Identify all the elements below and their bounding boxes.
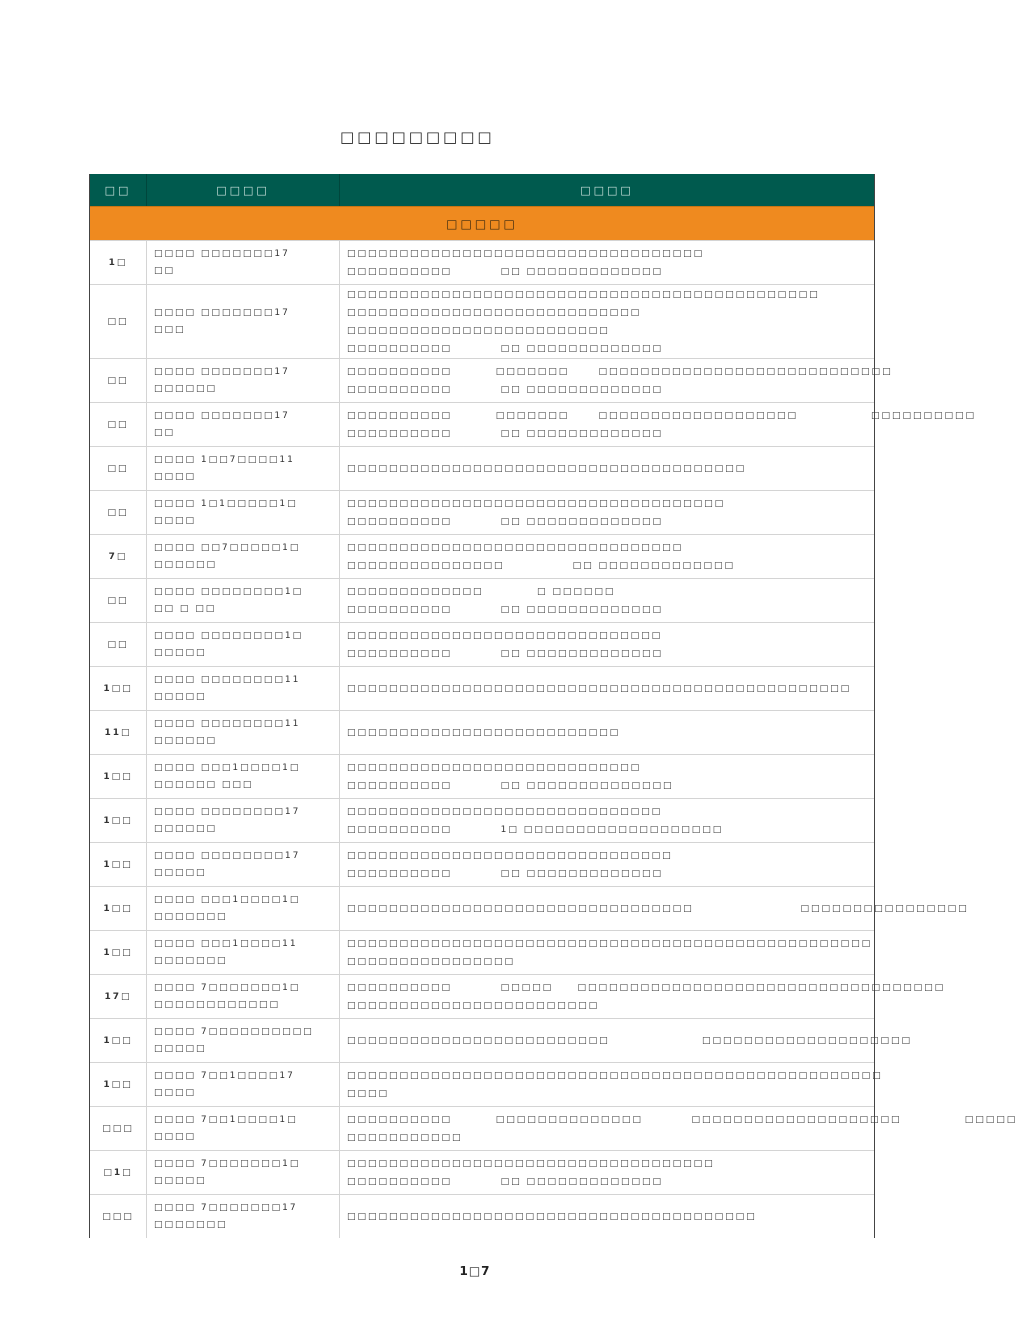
row-description-line: □□□□□□□□□□□□□□□□: [347, 956, 516, 967]
row-item: [147, 975, 340, 1018]
row-item-line: □□□□ □□7□□□□□1□: [154, 542, 301, 553]
row-description-line: □□□□□□□□□□ □□ □□□□□□□□□□□□□: [347, 266, 664, 277]
row-description: [340, 799, 874, 842]
table-row: [90, 754, 874, 798]
row-number: 1□□: [90, 931, 147, 974]
table-row: [90, 1018, 913, 1062]
table-row: [90, 1062, 883, 1106]
row-item-line: □□□□: [154, 471, 197, 482]
table-row: [90, 974, 946, 1018]
row-item-line: □□□□: [154, 1131, 197, 1142]
row-number: 1□□: [90, 843, 147, 886]
row-item-line: □□□□ 7□□□□□□□□□□: [154, 1026, 314, 1037]
row-description-line: □□□□□□□□□□ □□ □□□□□□□□□□□□□: [347, 868, 664, 879]
row-item: [147, 241, 340, 284]
row-description-line: □□□□□□□□□□□□□□□□□□□□□□□□□□□□□□: [347, 806, 663, 817]
row-item: [147, 931, 340, 974]
row-description-line: □□□□□□□□□□□□□□□□□□□□□□□□□□□□□□□□□□□□□□: [347, 463, 747, 474]
page-number: 1□7: [459, 1264, 491, 1278]
row-number: 1□□: [90, 1019, 147, 1062]
row-item-line: □□□□□□□: [154, 911, 228, 922]
row-description-line: □□□□□□□□□□□□□□□□□□□□□□□□□□□□□□□□: [347, 542, 684, 553]
row-item-line: □□ □ □□: [154, 603, 217, 614]
row-item: [147, 711, 340, 754]
row-item-line: □□□□ □□□□□□□17: [154, 307, 290, 318]
row-description-line: □□□□□□□□□□□□□□□□□□□□□□□□□□□□□□□□□□□□□□□□□□□□□□□□□□: [347, 938, 873, 949]
row-item-line: □□□□ 1□1□□□□□1□: [154, 498, 298, 509]
row-item-line: □□□□□: [154, 1043, 207, 1054]
row-item-line: □□□□ □□□□□□□17: [154, 366, 290, 377]
row-item: [147, 623, 340, 666]
row-item: [147, 579, 340, 622]
row-item: [147, 843, 340, 886]
row-item-line: □□: [154, 427, 176, 438]
row-item-line: □□□□ □□□□□□□□1□: [154, 630, 304, 641]
table-row: [90, 930, 874, 974]
row-item: [147, 1019, 340, 1062]
row-item-line: □□□□ 7□□□□□□□17: [154, 1202, 298, 1213]
table-row: [90, 534, 874, 578]
row-description: [340, 887, 969, 930]
row-description-line: □□□□□□□□□□□□□□□□□□□□□□□□□□□□□□□□□□□□: [347, 498, 726, 509]
row-item-line: □□□□□□□: [154, 1219, 228, 1230]
row-description-line: □□□□□□□□□□□□□□□□□□□□□□□□□: [347, 325, 610, 336]
row-description-line: □□□□□□□□□□ □□ □□□□□□□□□□□□□: [347, 384, 664, 395]
row-description: [340, 403, 976, 446]
row-description-line: □□□□□□□□□□ □□□□□□□□□□□□□□ □□□□□□□□□□□□□□□□□□□□ □□□□□: [347, 1114, 1017, 1125]
row-item: [147, 1063, 340, 1106]
row-description: [340, 667, 874, 710]
row-item-line: □□□□ □□□1□□□□1□: [154, 762, 301, 773]
row-item: [147, 1195, 340, 1238]
row-item: [147, 755, 340, 798]
row-description: [340, 975, 945, 1018]
row-item-line: □□□□□□□□□□□□: [154, 999, 281, 1010]
row-item: [147, 491, 340, 534]
row-description-line: □□□□□□□□□□□□□□□ □□ □□□□□□□□□□□□□: [347, 560, 736, 571]
row-number: □□: [90, 403, 147, 446]
row-number: □□□: [90, 1107, 147, 1150]
table-row: [90, 1106, 1017, 1150]
row-number: 1□□: [90, 755, 147, 798]
table-row: [90, 284, 874, 358]
row-description-line: □□□□□□□□□□ □□ □□□□□□□□□□□□□: [347, 648, 664, 659]
row-item-line: □□□□□□: [154, 559, 218, 570]
table-row: [90, 622, 874, 666]
row-description: [340, 285, 874, 358]
row-item-line: □□□□ □□□1□□□□11: [154, 938, 298, 949]
row-item: [147, 887, 340, 930]
row-item-line: □□□□ □□□□□□□□11: [154, 718, 301, 729]
row-description-line: □□□□□□□□□□□□□□□□□□□□□□□□□□□□□□□□□□: [347, 248, 705, 259]
header-col-number: □□: [90, 174, 147, 206]
row-description-line: □□□□□□□□□□ □□□□□□□ □□□□□□□□□□□□□□□□□□□ □□□□□□□□□□: [347, 410, 976, 421]
row-number: 1□□: [90, 667, 147, 710]
row-description: [340, 1151, 874, 1194]
table-row: [90, 240, 874, 284]
table-row: [90, 710, 874, 754]
table-row: [90, 886, 969, 930]
row-number: □□: [90, 447, 147, 490]
row-item-line: □□□□ □□□□□□□17: [154, 410, 290, 421]
row-item-line: □□□□ 1□□7□□□□11: [154, 454, 295, 465]
row-item-line: □□□□: [154, 1087, 197, 1098]
row-description-line: □□□□□□□□□□□□□□□□□□□□□□□□: [347, 1000, 600, 1011]
section-heading: □□□□□: [90, 206, 874, 240]
row-item-line: □□□□ □□□□□□□□17: [154, 806, 301, 817]
row-number: 1□□: [90, 887, 147, 930]
row-description: [340, 241, 874, 284]
row-description: [340, 1195, 874, 1238]
row-description-line: □□□□□□□□□□ □□□□□ □□□□□□□□□□□□□□□□□□□□□□□□□□□□□□□□□□□: [347, 982, 946, 993]
row-item-line: □□□□ 7□□□□□□□1□: [154, 982, 301, 993]
document-title: □□□□□□□□□: [340, 128, 495, 146]
row-item: [147, 359, 340, 402]
table-row: [90, 1194, 874, 1238]
row-description: [340, 1019, 912, 1062]
row-description-line: □□□□□□□□□□□□□□□□□□□□□□□□□□□□□□□□□ □□□□□□□□□□□□□□□□: [347, 903, 969, 914]
table-row: [90, 490, 874, 534]
row-item-line: □□□□ 7□□□□□□□1□: [154, 1158, 301, 1169]
row-description-line: □□□□□□□□□□ □□ □□□□□□□□□□□□□: [347, 343, 664, 354]
row-number: □□: [90, 579, 147, 622]
row-description-line: □□□□□□□□□□ □□□□□□□ □□□□□□□□□□□□□□□□□□□□□□□□□□□□: [347, 366, 893, 377]
row-description: [340, 1063, 883, 1106]
table-row: [90, 842, 874, 886]
row-description-line: □□□□□□□□□□□□□□□□□□□□□□□□□□□□□□□□□□□: [347, 1158, 715, 1169]
row-description-line: □□□□□□□□□□□□□□□□□□□□□□□□□□□□□□: [347, 630, 663, 641]
table-row: [90, 1150, 874, 1194]
row-item-line: □□□□□: [154, 647, 207, 658]
row-number: □□: [90, 623, 147, 666]
table-row: [90, 666, 874, 710]
row-description-line: □□□□□□□□□□ □□ □□□□□□□□□□□□□□: [347, 780, 674, 791]
row-item-line: □□□□ □□□□□□□17: [154, 248, 290, 259]
row-number: 1□: [90, 241, 147, 284]
row-number: □1□: [90, 1151, 147, 1194]
row-description: [340, 711, 874, 754]
row-number: □□: [90, 491, 147, 534]
row-item-line: □□□□□□□: [154, 955, 228, 966]
row-item-line: □□□□ 7□□1□□□□17: [154, 1070, 295, 1081]
row-description-line: □□□□□□□□□□ □□ □□□□□□□□□□□□□: [347, 428, 664, 439]
row-item-line: □□□□□: [154, 691, 207, 702]
row-number: 11□: [90, 711, 147, 754]
row-item-line: □□□□□□: [154, 383, 218, 394]
row-item: [147, 1107, 340, 1150]
row-item-line: □□□□: [154, 515, 197, 526]
row-item-line: □□□□ □□□□□□□□1□: [154, 586, 304, 597]
row-description-line: □□□□□□□□□□□□□□□□□□□□□□□□□□□□□□□□□□□□□□□□□□□□□□□□□□□: [347, 1070, 883, 1081]
row-description-line: □□□□□□□□□□□□□ □ □□□□□□: [347, 586, 616, 597]
row-item: [147, 403, 340, 446]
row-number: 1□□: [90, 1063, 147, 1106]
row-description-line: □□□□□□□□□□□□□□□□□□□□□□□□□□□□: [347, 762, 642, 773]
row-description-line: □□□□□□□□□□□□□□□□□□□□□□□□□ □□□□□□□□□□□□□□□□□□□□: [347, 1035, 913, 1046]
table-row: [90, 446, 874, 490]
row-item-line: □□□□□□: [154, 823, 218, 834]
row-number: 7□: [90, 535, 147, 578]
row-description: [340, 447, 874, 490]
row-description: [340, 623, 874, 666]
row-description-line: □□□□□□□□□□□□□□□□□□□□□□□□□□□□□□□□□□□□□□□: [347, 1211, 757, 1222]
row-item-line: □□□□□□: [154, 735, 218, 746]
row-item-line: □□□□ □□□□□□□□11: [154, 674, 301, 685]
row-description-line: □□□□□□□□□□□: [347, 1132, 463, 1143]
row-description-line: □□□□□□□□□□ □□ □□□□□□□□□□□□□: [347, 604, 664, 615]
row-item-line: □□□□ □□□1□□□□1□: [154, 894, 301, 905]
row-description-line: □□□□□□□□□□□□□□□□□□□□□□□□□□□□: [347, 307, 642, 318]
row-number: □□□: [90, 1195, 147, 1238]
row-item: [147, 799, 340, 842]
row-description: [340, 1107, 1017, 1150]
table-header: [90, 174, 874, 206]
row-item-line: □□□□□: [154, 1175, 207, 1186]
row-item: [147, 667, 340, 710]
row-description-line: □□□□□□□□□□□□□□□□□□□□□□□□□□□□□□□□□□□□□□□□□□□□□: [347, 289, 820, 300]
row-description: [340, 535, 874, 578]
row-description: [340, 359, 893, 402]
row-number: □□: [90, 285, 147, 358]
row-item-line: □□□□ 7□□1□□□□1□: [154, 1114, 298, 1125]
row-item-line: □□: [154, 265, 176, 276]
row-description-line: □□□□□□□□□□ 1□ □□□□□□□□□□□□□□□□□□□: [347, 824, 724, 835]
row-description-line: □□□□□□□□□□□□□□□□□□□□□□□□□□□□□□□□□□□□□□□□□□□□□□□□: [347, 683, 852, 694]
table-body: [90, 240, 1017, 1238]
row-number: □□: [90, 359, 147, 402]
data-table: [89, 174, 1017, 1238]
row-description: [340, 579, 874, 622]
row-description-line: □□□□: [347, 1088, 390, 1099]
table-row: [90, 578, 874, 622]
row-item: [147, 447, 340, 490]
row-item: [147, 535, 340, 578]
row-description: [340, 843, 874, 886]
row-description: [340, 755, 874, 798]
row-item-line: □□□□ □□□□□□□□17: [154, 850, 301, 861]
row-description: [340, 491, 874, 534]
row-item-line: □□□□□□ □□□: [154, 779, 254, 790]
table-row: [90, 402, 976, 446]
row-item-line: □□□□□: [154, 867, 207, 878]
row-description-line: □□□□□□□□□□ □□ □□□□□□□□□□□□□: [347, 516, 664, 527]
table-row: [90, 798, 874, 842]
row-number: 1□□: [90, 799, 147, 842]
header-col-description: □□□□: [580, 183, 634, 197]
row-description-line: □□□□□□□□□□ □□ □□□□□□□□□□□□□: [347, 1176, 664, 1187]
row-item: [147, 1151, 340, 1194]
row-description-line: □□□□□□□□□□□□□□□□□□□□□□□□□□: [347, 727, 621, 738]
row-description: [340, 931, 874, 974]
header-col-item: □□□□: [147, 174, 340, 206]
table-row: [90, 358, 893, 402]
row-item: [147, 285, 340, 358]
row-number: 17□: [90, 975, 147, 1018]
row-item-line: □□□: [154, 324, 186, 335]
row-description-line: □□□□□□□□□□□□□□□□□□□□□□□□□□□□□□□: [347, 850, 673, 861]
